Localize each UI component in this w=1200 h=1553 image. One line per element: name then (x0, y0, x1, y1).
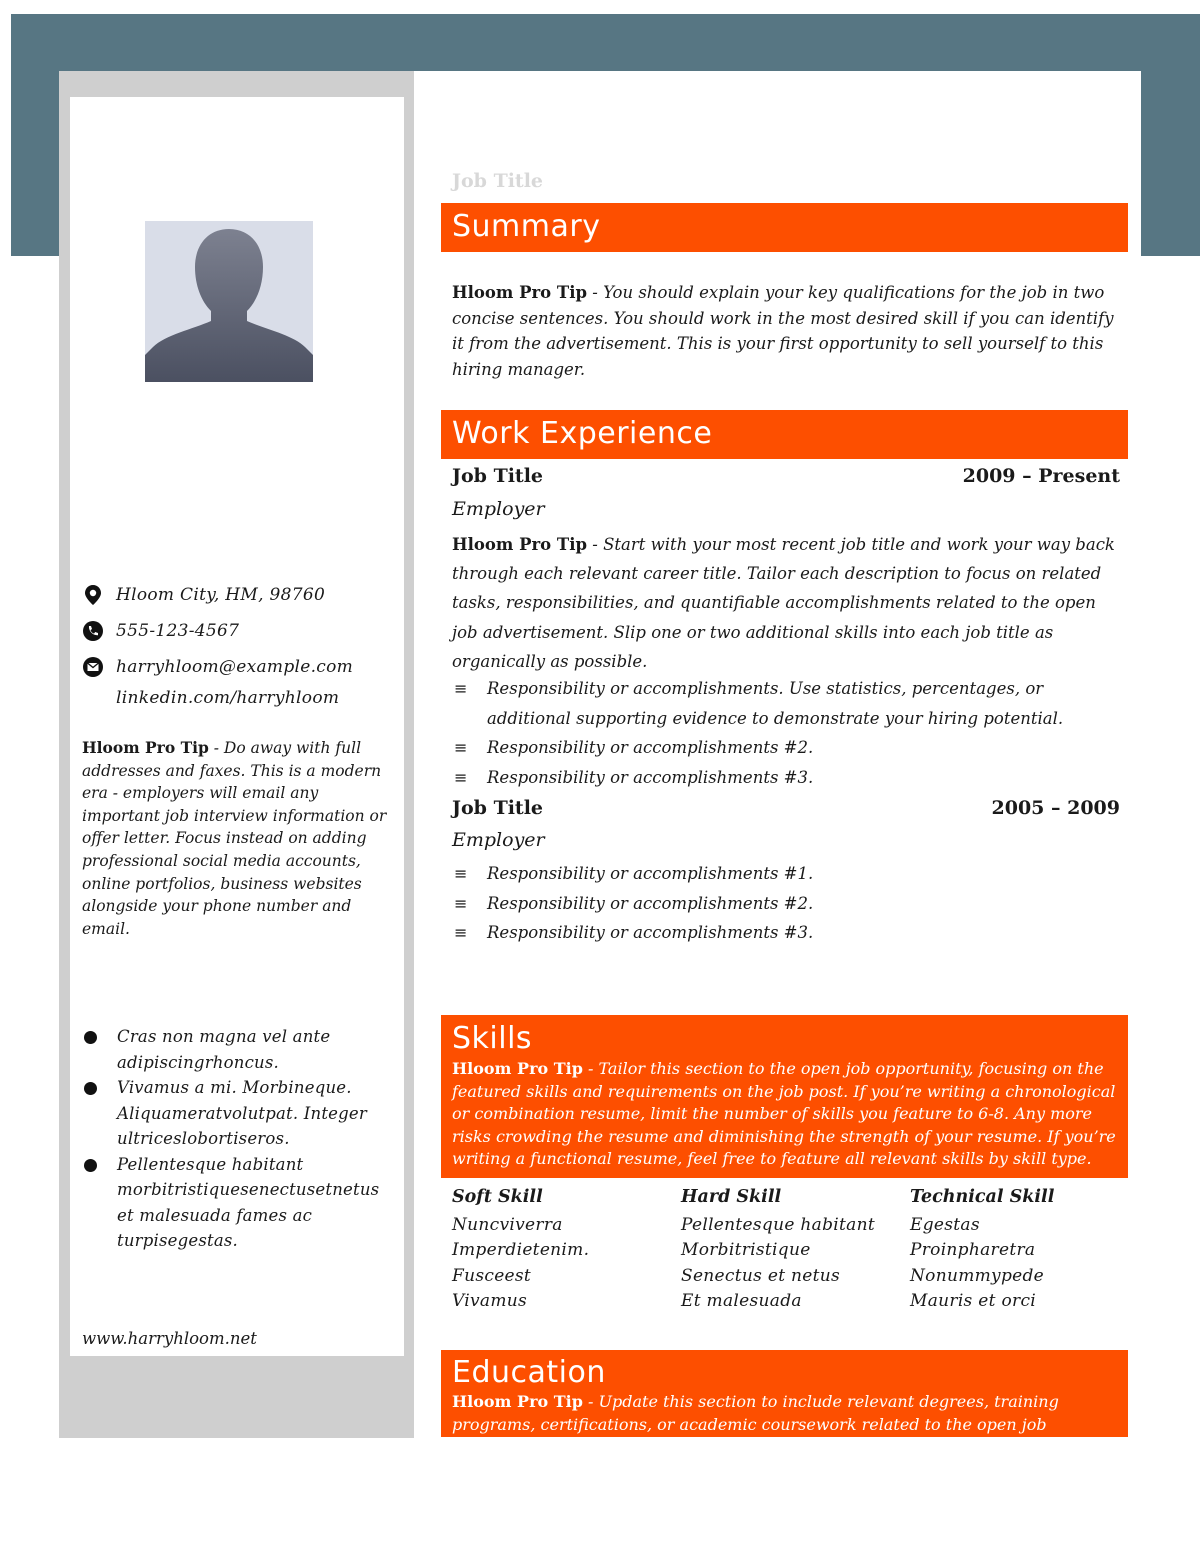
phone-text: 555-123-4567 (116, 621, 240, 641)
location-pin-icon (82, 584, 104, 606)
ghost-job-title: Job Title (452, 170, 544, 192)
work-tip-text: - Start with your most recent job title and work your way back through each relevant career title. Tailor each description to focus on related tasks, responsibilities, and quantifiable accomplishments related to the open job advertisement. Slip one or two additional skills into each job title as organically as possible. (452, 535, 1115, 671)
education-tip-text: - Update this section to include relevant degrees, training programs, certifications, or academic coursework related to the open job (452, 1392, 1059, 1434)
bullet-lines-icon: ≡ (454, 864, 468, 883)
skills-pro-tip (452, 1058, 1122, 1171)
work-experience-heading: Work Experience (452, 416, 713, 451)
education-section (441, 1350, 1128, 1437)
summary-heading: Summary (452, 209, 601, 244)
skills-tip-label: Hloom Pro Tip (452, 1059, 583, 1078)
address-text: Hloom City, HM, 98760 (116, 585, 326, 605)
skill-column-heading: Soft Skill (452, 1187, 543, 1207)
skill-column-soft (452, 1187, 672, 1314)
list-item (452, 674, 1120, 733)
bullet-lines-icon: ≡ (454, 767, 468, 787)
email-icon (82, 656, 104, 678)
bullet-dot-icon (84, 1082, 97, 1095)
education-heading: Education (452, 1355, 606, 1390)
list-item-text: Vivamus a mi. Morbineque. Aliquameratvolutpat. Integer ultriceslobortiseros. (117, 1078, 367, 1148)
bullet-dot-icon (84, 1031, 97, 1044)
education-tip-label: Hloom Pro Tip (452, 1392, 583, 1411)
list-item (82, 1024, 397, 1075)
skill-item: Et malesuada (681, 1290, 802, 1311)
list-item (82, 1152, 397, 1254)
skill-item: Fusceest (452, 1265, 532, 1286)
job-header-1 (452, 465, 1120, 487)
skill-column-heading: Hard Skill (681, 1187, 782, 1207)
list-item (82, 1075, 397, 1152)
skill-column-technical (910, 1187, 1130, 1314)
list-item (452, 733, 1120, 763)
summary-tip-text: - You should explain your key qualifications for the job in two concise sentences. You should work in the most desired skill if you can identify it from the advertisement. This is your first opportunity to sell yourself to this hiring manager. (452, 283, 1114, 379)
sidebar-pro-tip (82, 737, 390, 940)
employer-name: Employer (452, 829, 545, 851)
list-item (452, 918, 1120, 948)
summary-tip-label: Hloom Pro Tip (452, 283, 588, 302)
sidebar-bullet-list (82, 1024, 397, 1254)
skills-section (441, 1015, 1128, 1178)
skill-column-hard (681, 1187, 901, 1314)
skill-item: Imperdietenim. (452, 1240, 590, 1261)
person-silhouette-icon (145, 221, 313, 382)
list-item-text: Responsibility or accomplishments #1. (487, 864, 814, 883)
list-item-text: Pellentesque habitant morbitristiquesenectusetnetus et malesuada fames ac turpisegestas. (117, 1154, 380, 1250)
list-item-text: Cras non magna vel ante adipiscingrhoncus. (117, 1027, 331, 1072)
contact-address (82, 584, 325, 606)
job-title: Job Title (452, 797, 544, 819)
job-dates: 2009 – Present (962, 465, 1120, 487)
summary-header (441, 203, 1128, 252)
skill-item: Vivamus (452, 1290, 528, 1311)
skill-item: Proinpharetra (910, 1240, 1036, 1261)
skill-item: Nuncviverra (452, 1215, 563, 1235)
skill-item: Nonummypede (910, 1265, 1045, 1286)
bullet-lines-icon: ≡ (454, 923, 468, 942)
job-header-2 (452, 797, 1120, 819)
skill-item: Senectus et netus (681, 1265, 841, 1286)
skill-item: Pellentesque habitant (681, 1215, 875, 1235)
website-link[interactable]: www.harryhloom.net (82, 1329, 257, 1348)
employer-name: Employer (452, 498, 545, 520)
job-dates: 2005 – 2009 (991, 797, 1120, 819)
work-tip-label: Hloom Pro Tip (452, 535, 588, 554)
list-item-text: Responsibility or accomplishments #2. (487, 738, 814, 757)
skill-item: Mauris et orci (910, 1290, 1036, 1311)
list-item-text: Responsibility or accomplishments #2. (487, 893, 814, 913)
list-item (452, 859, 1120, 889)
job-1-bullet-list (452, 674, 1120, 792)
work-experience-header (441, 410, 1128, 459)
email-link[interactable]: harryhloom@example.com (116, 657, 354, 677)
skill-item: Egestas (910, 1215, 980, 1235)
work-pro-tip (452, 530, 1122, 676)
summary-pro-tip (452, 280, 1122, 382)
bullet-lines-icon: ≡ (454, 679, 468, 698)
phone-icon (82, 620, 104, 642)
contact-phone (82, 620, 239, 642)
skill-column-heading: Technical Skill (910, 1187, 1055, 1207)
sidebar-tip-text: - Do away with full addresses and faxes. This is a modern era - employers will email any important job interview information or offer letter. Focus instead on adding professional social media accounts, online portfolios, business websites alongside your phone number and email. (82, 739, 387, 938)
contact-email (82, 656, 353, 678)
list-item (452, 889, 1120, 919)
list-item-text: Responsibility or accomplishments. Use statistics, percentages, or additional supporting evidence to demonstrate your hiring potential. (487, 679, 1064, 728)
skills-heading: Skills (452, 1021, 533, 1056)
linkedin-link[interactable]: linkedin.com/harryhloom (116, 688, 340, 708)
bullet-lines-icon: ≡ (454, 738, 468, 757)
education-pro-tip (452, 1391, 1122, 1436)
skill-item: Morbitristique (681, 1240, 811, 1261)
skills-tip-text: - Tailor this section to the open job opportunity, focusing on the featured skills and requirements on the job post. If you’re writing a chronological or combination resume, limit the number of skills you feature to 6-8. Any more risks crowding the resume and diminishing the strength of your resume. If you’re writing a functional resume, feel free to feature all relevant skills by skill type. (452, 1059, 1116, 1169)
list-item-text: Responsibility or accomplishments #3. (487, 767, 814, 787)
profile-photo-placeholder (145, 221, 313, 382)
bullet-dot-icon (84, 1159, 97, 1172)
job-2-bullet-list (452, 859, 1120, 948)
sidebar-tip-label: Hloom Pro Tip (82, 738, 209, 757)
job-title: Job Title (452, 465, 544, 487)
bullet-lines-icon: ≡ (454, 893, 468, 913)
list-item-text: Responsibility or accomplishments #3. (487, 923, 814, 942)
list-item (452, 763, 1120, 793)
